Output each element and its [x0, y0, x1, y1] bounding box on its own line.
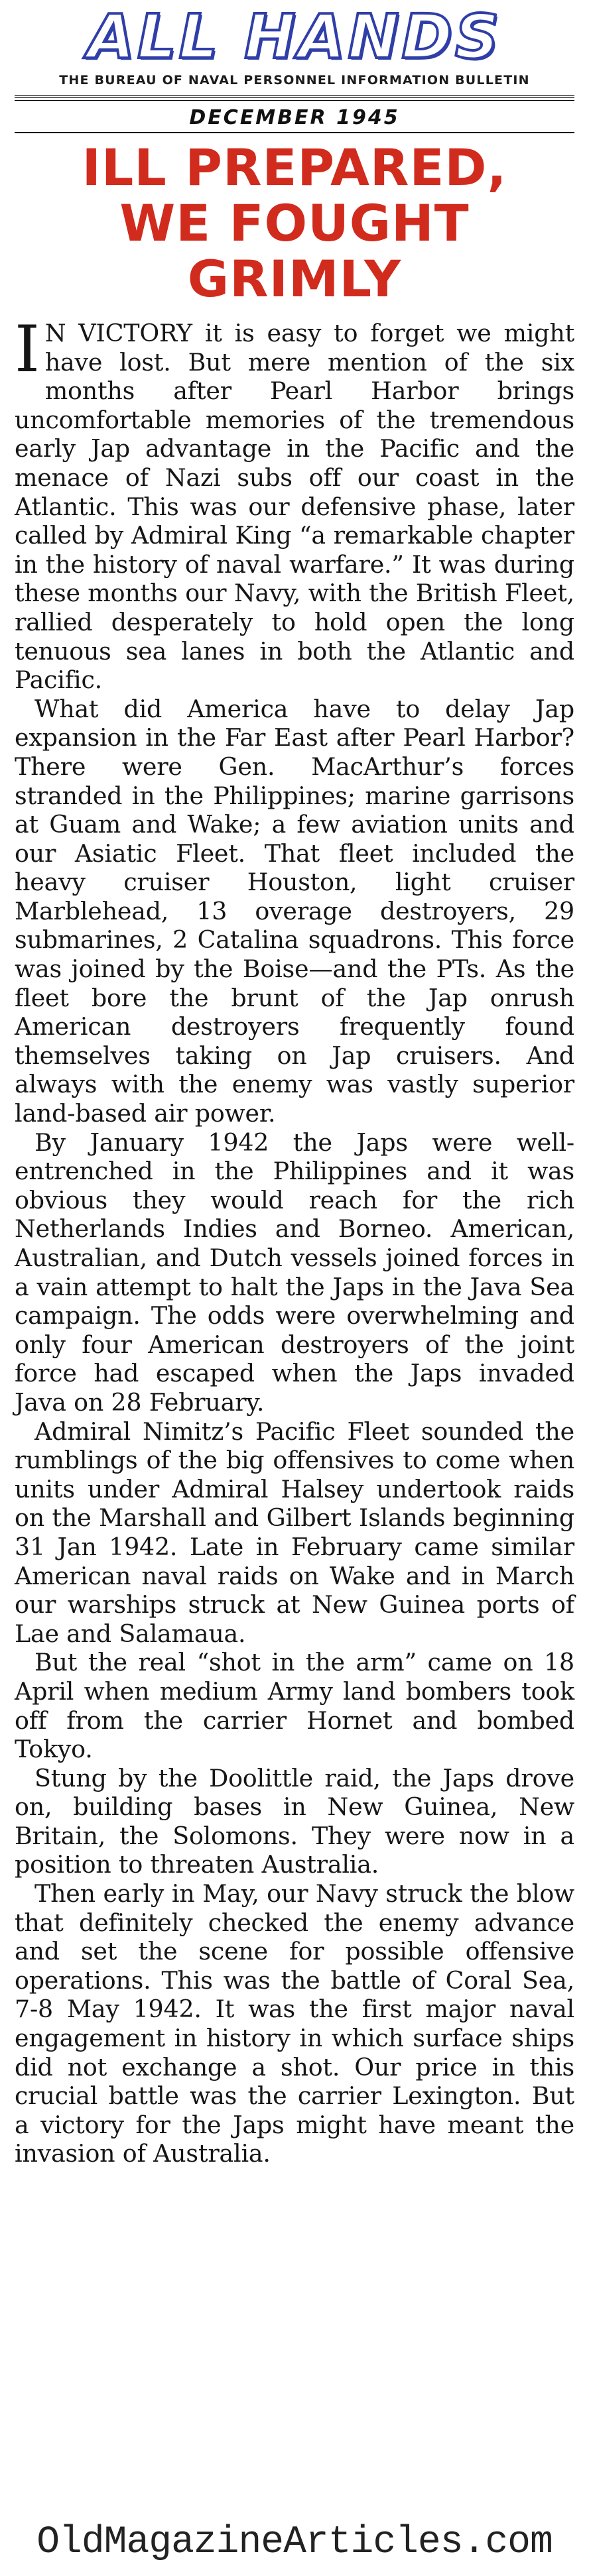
date-rule: [15, 132, 574, 133]
paragraph-3: By January 1942 the Japs were well-entrenched in the Philippines and it was obvious they would reach for the rich Netherlands Indies and Borneo. American, Australian, and Dutch vessels joined forces in a vain attempt to halt the Japs in the Java Sea campaign. The odds were overwhelming and only four American destroyers of the joint force had escaped when the Japs invaded Java on 28 February.: [15, 1128, 574, 1417]
paragraph-1: [15, 312, 574, 695]
article-body: [15, 312, 574, 2168]
issue-date: DECEMBER 1945: [189, 106, 400, 129]
paragraph-2: What did America have to delay Jap expansion in the Far East after Pearl Harbor? There were Gen. MacArthur’s forces stranded in the Philippines; marine garrisons at Guam and Wake; a few aviation units and our Asiatic Fleet. That fleet included the heavy cruiser Houston, light cruiser Marblehead, 13 overage destroyers, 29 submarines, 2 Catalina squadrons. This force was joined by the Boise—and the PTs. As the fleet bore the brunt of the Jap onrush American destroyers frequently found themselves taking on Jap cruisers. And always with the enemy was vastly superior land-based air power.: [15, 694, 574, 1128]
headline-line-1: ILL PREPARED,: [82, 138, 507, 197]
paragraph-7: Then early in May, our Navy struck the blow that definitely checked the enemy advance and set the scene for possible offensive operations. This was the battle of Coral Sea, 7-8 May 1942. It was the first major naval engagement in history in which surface ships did not exchange a shot. Our price in this crucial battle was the carrier Lexington. But a victory for the Japs might have meant the invasion of Australia.: [15, 1879, 574, 2168]
masthead-rule: [15, 95, 574, 101]
paragraph-5: But the real “shot in the arm” came on 18 April when medium Army land bombers took off from the carrier Hornet and bombed Tokyo.: [15, 1648, 574, 1764]
paragraph-1-text: N VICTORY it is easy to forget we might have lost. But mere mention of the six months after Pearl Harbor brings uncomfortable memories of the tremendous early Jap advantage in the Pacific and the menace of Nazi subs off our coast in the Atlantic. This was our defensive phase, later called by Admiral King “a remarkable chapter in the history of naval warfare.” It was during these months our Navy, with the British Fleet, rallied desperately to hold open the long tenuous sea lanes in both the Atlantic and Pacific.: [15, 319, 574, 695]
site-watermark: OldMagazineArticles.com: [36, 2521, 553, 2564]
drop-cap: I: [15, 312, 40, 386]
magazine-subtitle: THE BUREAU OF NAVAL PERSONNEL INFORMATION BULLETIN: [59, 73, 530, 88]
paragraph-6: Stung by the Doolittle raid, the Japs drove on, building bases in New Guinea, New Britain, the Solomons. They were now in a position to threaten Australia.: [15, 1763, 574, 1879]
article-headline: [15, 140, 574, 307]
headline-line-2: WE FOUGHT GRIMLY: [119, 194, 470, 308]
masthead: [15, 0, 574, 88]
magazine-title: ALL HANDS: [87, 1, 502, 72]
paragraph-4: Admiral Nimitz’s Pacific Fleet sounded the rumblings of the big offensives to come when units under Admiral Halsey undertook raids on the Marshall and Gilbert Islands beginning 31 Jan 1942. Late in February came similar American naval raids on Wake and in March our warships struck at New Guinea ports of Lae and Salamaua.: [15, 1417, 574, 1648]
